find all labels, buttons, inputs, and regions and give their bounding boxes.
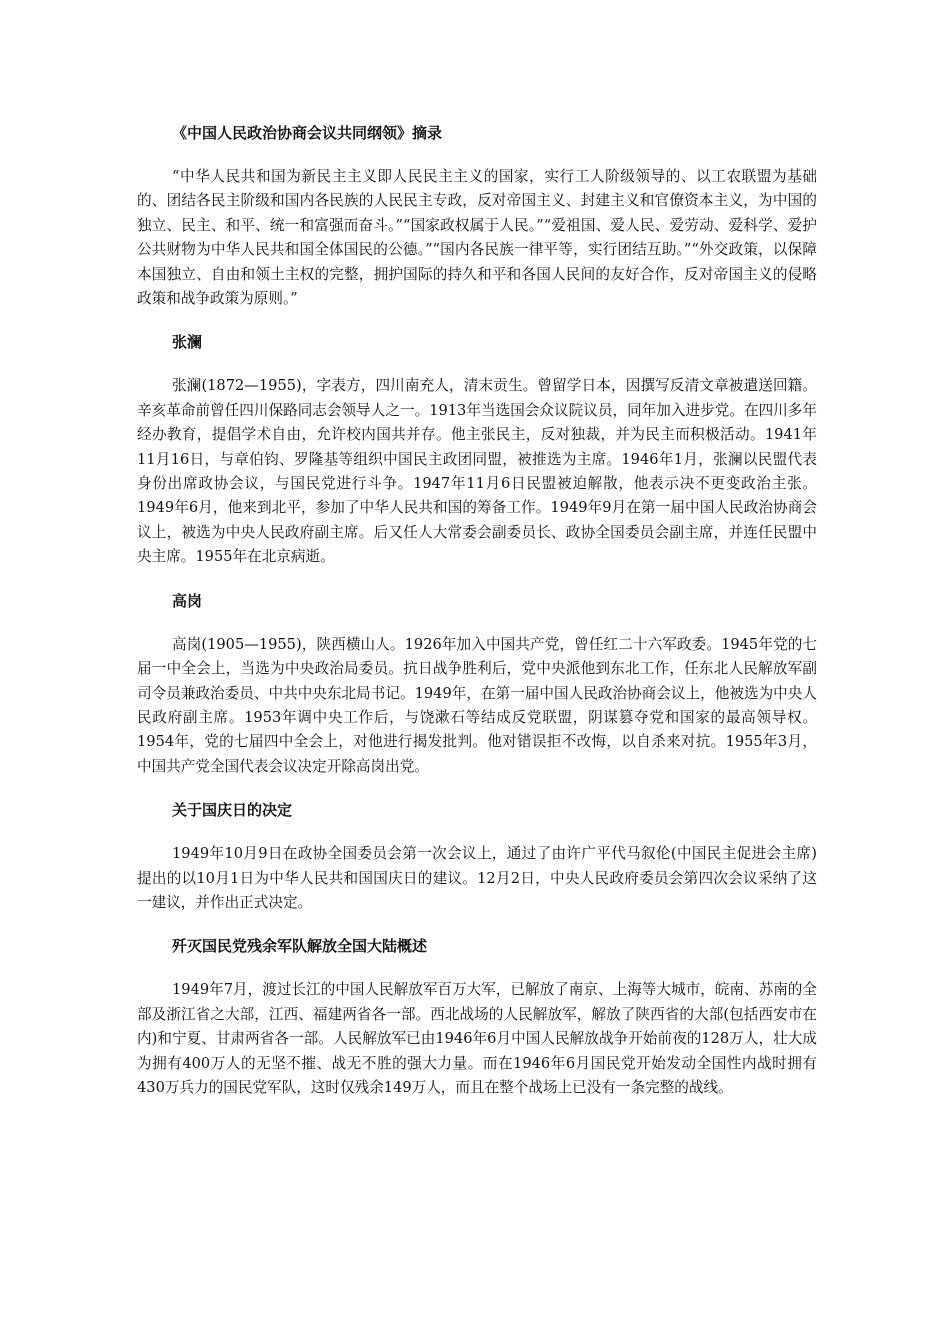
section-gao-gang [137,589,817,779]
section-heading: 《中国人民政治协商会议共同纲领》摘录 [172,124,443,142]
section-heading: 张澜 [172,333,203,352]
document-page [137,121,817,1119]
section-paragraph: 1949年10月9日在政协全国委员会第一次会议上，通过了由许广平代马叙伦(中国民主促进会主席)提出的以10月1日为中华人民共和国国庆日的建议。12月2日，中央人民政府委员会第四次会议采纳了这一建议，并作出正式决定。 [137,845,817,911]
section-paragraph: 张澜(1872—1955)，字表方，四川南充人，清末贡生。曾留学日本，因撰写反清文章被遣送回籍。辛亥革命前曾任四川保路同志会领导人之一。1913年当选国会众议院议员，同年加入进步党。在四川多年经办教育，提倡学术自由，允许校内国共并存。他主张民主，反对独裁，并为民主而积极活动。1941年11月16日，与章伯钧、罗隆基等组织中国民主政团同盟，被推选为主席。1946年1月，张澜以民盟代表身份出席政协会议，与国民党进行斗争。1947年11月6日民盟被迫解散，他表示决不更变政治主张。1949年6月，他来到北平，参加了中华人民共和国的筹备工作。1949年9月在第一届中国人民政治协商会议上，被选为中央人民政府副主席。后又任人大常委会副委员长、政协全国委员会副主席，并连任民盟中央主席。1955年在北京病逝。 [137,377,817,566]
section-national-day [137,798,817,915]
section-paragraph: “中华人民共和国为新民主主义即人民民主主义的国家，实行工人阶级领导的、以工农联盟为基础的、团结各民主阶级和国内各民族的人民民主专政，反对帝国主义、封建主义和官僚资本主义，为中国的独立、民主、和平、统一和富强而奋斗。”“国家政权属于人民。”“爱祖国、爱人民、爱劳动、爱科学、爱护公共财物为中华人民共和国全体国民的公德。”“国内各民族一律平等，实行团结互助。”“外交政策，以保障本国独立、自由和领土主权的完整，拥护国际的持久和平和各国人民间的友好合作，反对帝国主义的侵略政策和战争政策为原则。” [137,168,817,308]
section-heading: 歼灭国民党残余军队解放全国大陆概述 [172,937,428,956]
section-paragraph: 高岗(1905—1955)，陕西横山人。1926年加入中国共产党，曾任红二十六军政委。1945年党的七届一中全会上，当选为中央政治局委员。抗日战争胜利后，党中央派他到东北工作，任东北人民解放军副司令员兼政治委员、中共中央东北局书记。1949年，在第一届中国人民政治协商会议上，他被选为中央人民政府副主席。1953年调中央工作后，与饶漱石等结成反党联盟，阴谋篡夺党和国家的最高领导权。1954年，党的七届四中全会上，对他进行揭发批判。他对错误拒不改悔，以自杀来对抗。1955年3月，中国共产党全国代表会议决定开除高岗出党。 [137,635,817,775]
section-zhang-lan [137,330,817,569]
section-heading: 关于国庆日的决定 [172,801,293,820]
section-common-program [137,121,817,311]
section-heading: 高岗 [172,591,203,610]
section-paragraph: 1949年7月，渡过长江的中国人民解放军百万大军，已解放了南京、上海等大城市，皖南、苏南的全部及浙江省之大部，江西、福建两省各一部。西北战场的人民解放军，解放了陕西省的大部(包括西安市在内)和宁夏、甘肃两省各一部。人民解放军已由1946年6月中国人民解放战争开始前夜的128万人，壮大成为拥有400万人的无坚不摧、战无不胜的强大力量。而在1946年6月国民党开始发动全国性内战时拥有430万兵力的国民党军队，这时仅残余149万人，而且在整个战场上已没有一条完整的战线。 [137,981,817,1096]
section-mainland-liberation [137,934,817,1100]
